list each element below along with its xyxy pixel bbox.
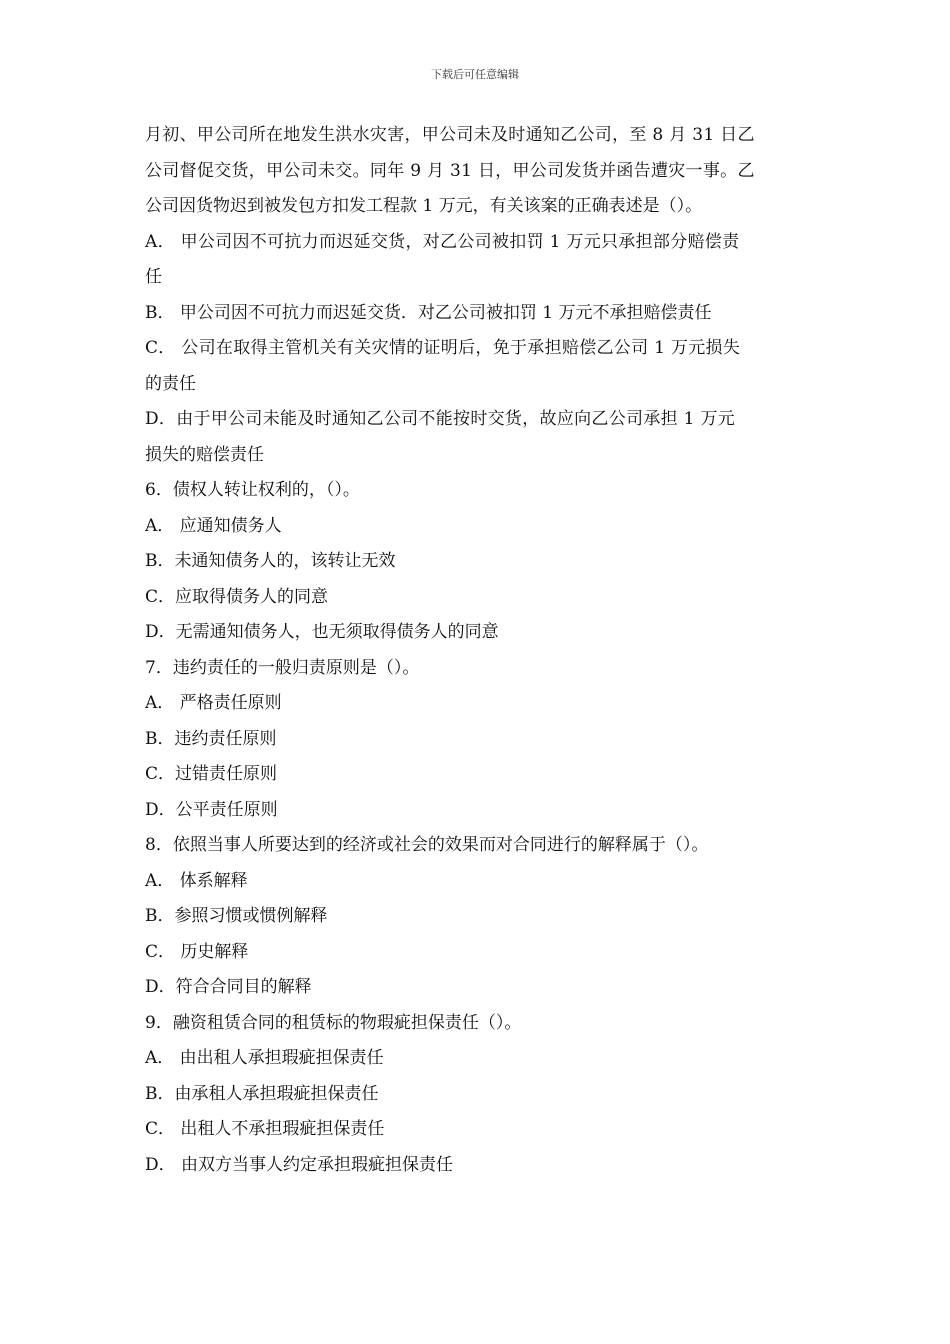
option-line: B．由承租人承担瑕疵担保责任	[145, 1083, 379, 1104]
question-line: 9．融资租赁合同的租赁标的物瑕疵担保责任（）。	[145, 1012, 522, 1033]
option-line: D．公平责任原则	[145, 799, 278, 820]
question-line: 6．债权人转让权利的，（）。	[145, 480, 360, 500]
question-line: 7．违约责任的一般归责原则是（）。	[145, 657, 420, 678]
option-line: B．违约责任原则	[145, 728, 277, 749]
option-line: C． 历史解释	[145, 941, 249, 962]
option-line: D．由于甲公司未能及时通知乙公司不能按时交货，故应向乙公司承担 1 万元	[145, 409, 736, 429]
text-line: 公司督促交货，甲公司未交。同年 9 月 31 日，甲公司发货并函告遭灾一事。乙	[145, 160, 755, 181]
option-line: C．应取得债务人的同意	[145, 586, 329, 607]
option-line: D． 由双方当事人约定承担瑕疵担保责任	[145, 1154, 454, 1175]
option-line: C． 公司在取得主管机关有关灾情的证明后，免于承担赔偿乙公司 1 万元损失	[145, 338, 741, 358]
text-line: 公司因货物迟到被发包方扣发工程款 1 万元，有关该案的正确表述是（）。	[145, 196, 703, 216]
question-line: 8．依照当事人所要达到的经济或社会的效果而对合同进行的解释属于（）。	[145, 835, 709, 855]
text-line: 的责任	[145, 373, 196, 394]
text-line: 任	[145, 267, 162, 287]
text-line: 月初、甲公司所在地发生洪水灾害，甲公司未及时通知乙公司，至 8 月 31 日乙	[145, 125, 755, 145]
option-line: B．参照习惯或惯例解释	[145, 906, 328, 926]
option-line: A． 体系解释	[145, 870, 248, 891]
text-line: 损失的赔偿责任	[145, 444, 264, 465]
page-header: 下载后可任意编辑	[431, 68, 519, 81]
option-line: B．未通知债务人的，该转让无效	[145, 551, 396, 571]
option-line: A． 甲公司因不可抗力而迟延交货，对乙公司被扣罚 1 万元只承担部分赔偿责	[145, 231, 740, 252]
option-line: A． 严格责任原则	[145, 693, 282, 713]
option-line: D．符合合同目的解释	[145, 977, 312, 997]
option-line: A． 应通知债务人	[145, 515, 282, 536]
option-line: D．无需通知债务人，也无须取得债务人的同意	[145, 622, 499, 642]
document-body	[145, 118, 810, 1183]
option-line: A． 由出租人承担瑕疵担保责任	[145, 1048, 384, 1068]
option-line: B． 甲公司因不可抗力而迟延交货．对乙公司被扣罚 1 万元不承担赔偿责任	[145, 302, 712, 323]
option-line: C． 出租人不承担瑕疵担保责任	[145, 1119, 385, 1139]
option-line: C．过错责任原则	[145, 764, 278, 784]
